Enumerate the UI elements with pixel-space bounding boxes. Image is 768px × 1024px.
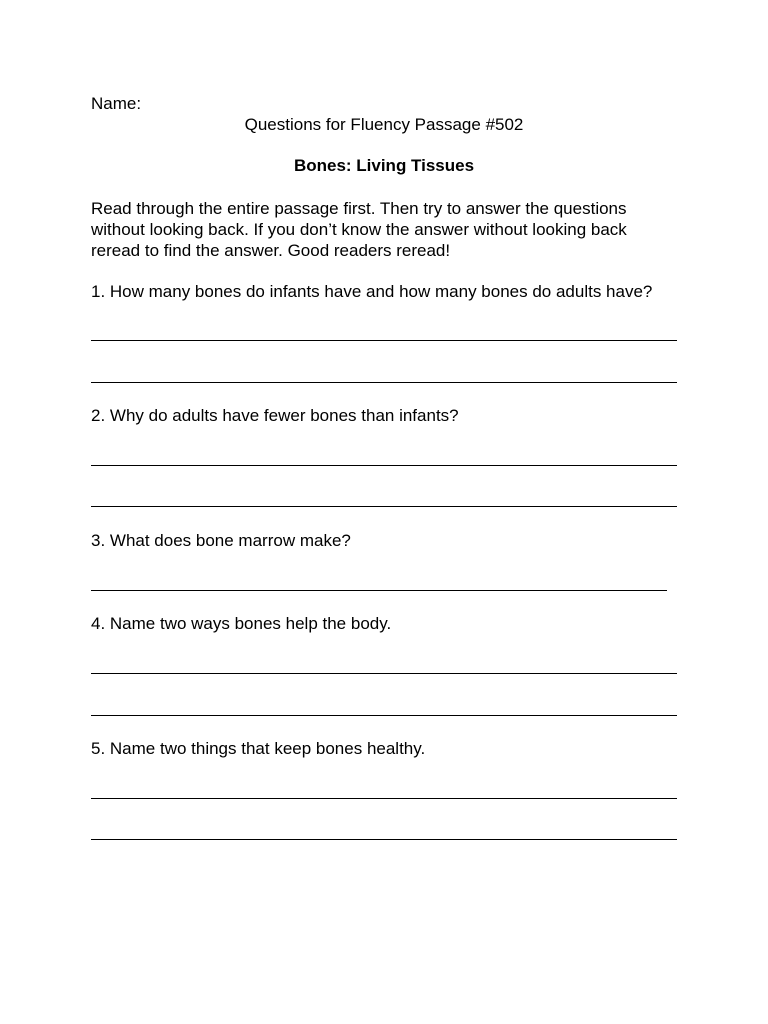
answer-line[interactable] [91, 590, 667, 591]
answer-line[interactable] [91, 673, 677, 674]
worksheet-title: Bones: Living Tissues [293, 156, 475, 175]
instructions-line: reread to find the answer. Good readers reread! [91, 241, 451, 260]
answer-line[interactable] [91, 715, 677, 716]
answer-line[interactable] [91, 465, 677, 466]
instructions-paragraph [91, 198, 691, 261]
answer-line[interactable] [91, 798, 677, 799]
question-1: 1. How many bones do infants have and how many bones do adults have? [91, 282, 653, 301]
question-4: 4. Name two ways bones help the body. [91, 614, 392, 633]
question-2: 2. Why do adults have fewer bones than infants? [91, 406, 459, 425]
answer-line[interactable] [91, 340, 677, 341]
worksheet-subtitle: Questions for Fluency Passage #502 [244, 115, 524, 134]
name-label: Name: [91, 94, 142, 113]
answer-line[interactable] [91, 506, 677, 507]
instructions-line: without looking back. If you don’t know the answer without looking back [91, 220, 627, 239]
answer-line[interactable] [91, 382, 677, 383]
question-5: 5. Name two things that keep bones healthy. [91, 739, 426, 758]
instructions-line: Read through the entire passage first. Then try to answer the questions [91, 199, 627, 218]
answer-line[interactable] [91, 839, 677, 840]
question-3: 3. What does bone marrow make? [91, 531, 351, 550]
